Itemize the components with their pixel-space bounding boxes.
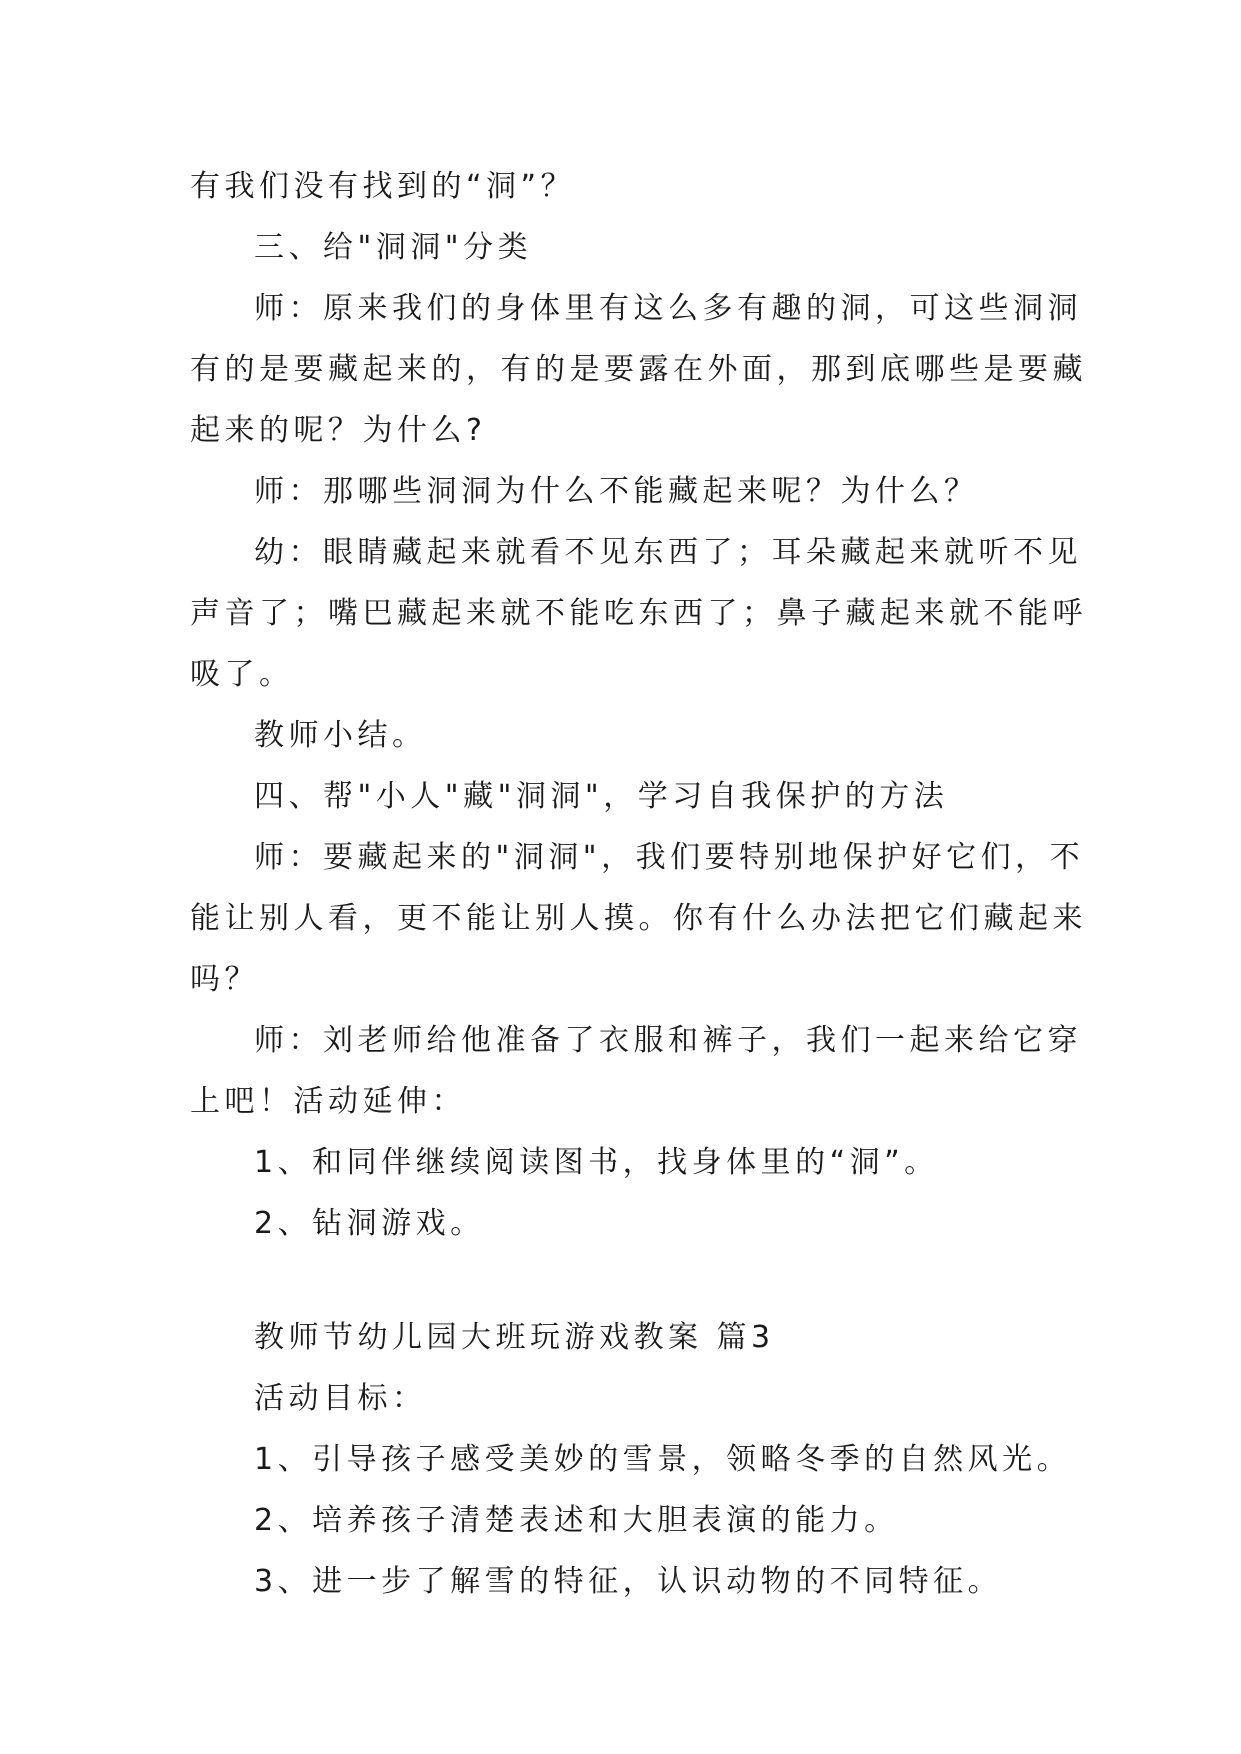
paragraph-line: 声音了；嘴巴藏起来就不能吃东西了；鼻子藏起来就不能呼 [190, 596, 1087, 631]
paragraph-line: 能让别人看，更不能让别人摸。你有什么办法把它们藏起来 [190, 901, 1087, 936]
paragraph-line: 有的是要藏起来的，有的是要露在外面，那到底哪些是要藏 [190, 352, 1087, 387]
list-item: 2、培养孩子清楚表述和大胆表演的能力。 [254, 1503, 899, 1538]
paragraph-line: 吸了。 [190, 657, 294, 692]
list-item: 2、钻洞游戏。 [254, 1206, 485, 1241]
paragraph-line: 师：刘老师给他准备了衣服和裤子，我们一起来给它穿 [254, 1023, 1082, 1058]
list-item: 1、和同伴继续阅读图书，找身体里的“洞”。 [254, 1145, 939, 1180]
list-item: 1、引导孩子感受美妙的雪景，领略冬季的自然风光。 [254, 1442, 1072, 1477]
section-heading: 活动目标： [254, 1381, 427, 1416]
paragraph-line: 起来的呢？为什么? [190, 413, 487, 448]
section-heading: 四、帮"小人"藏"洞洞"，学习自我保护的方法 [254, 779, 949, 814]
paragraph-line: 上吧！活动延伸： [190, 1084, 466, 1119]
paragraph-line: 师：要藏起来的"洞洞"，我们要特别地保护好它们，不 [254, 840, 1085, 875]
section-heading: 三、给"洞洞"分类 [254, 230, 533, 265]
paragraph-line: 吗？ [190, 962, 259, 997]
paragraph-line: 教师小结。 [254, 718, 427, 753]
list-item: 3、进一步了解雪的特征，认识动物的不同特征。 [254, 1564, 1003, 1599]
article-title: 教师节幼儿园大班玩游戏教案 篇3 [254, 1320, 775, 1355]
paragraph-line: 师：那哪些洞洞为什么不能藏起来呢？为什么？ [254, 474, 979, 509]
paragraph-line: 幼：眼睛藏起来就看不见东西了；耳朵藏起来就听不见 [254, 535, 1082, 570]
paragraph-line: 师：原来我们的身体里有这么多有趣的洞，可这些洞洞 [254, 291, 1082, 326]
paragraph-line: 有我们没有找到的“洞”？ [190, 169, 576, 204]
